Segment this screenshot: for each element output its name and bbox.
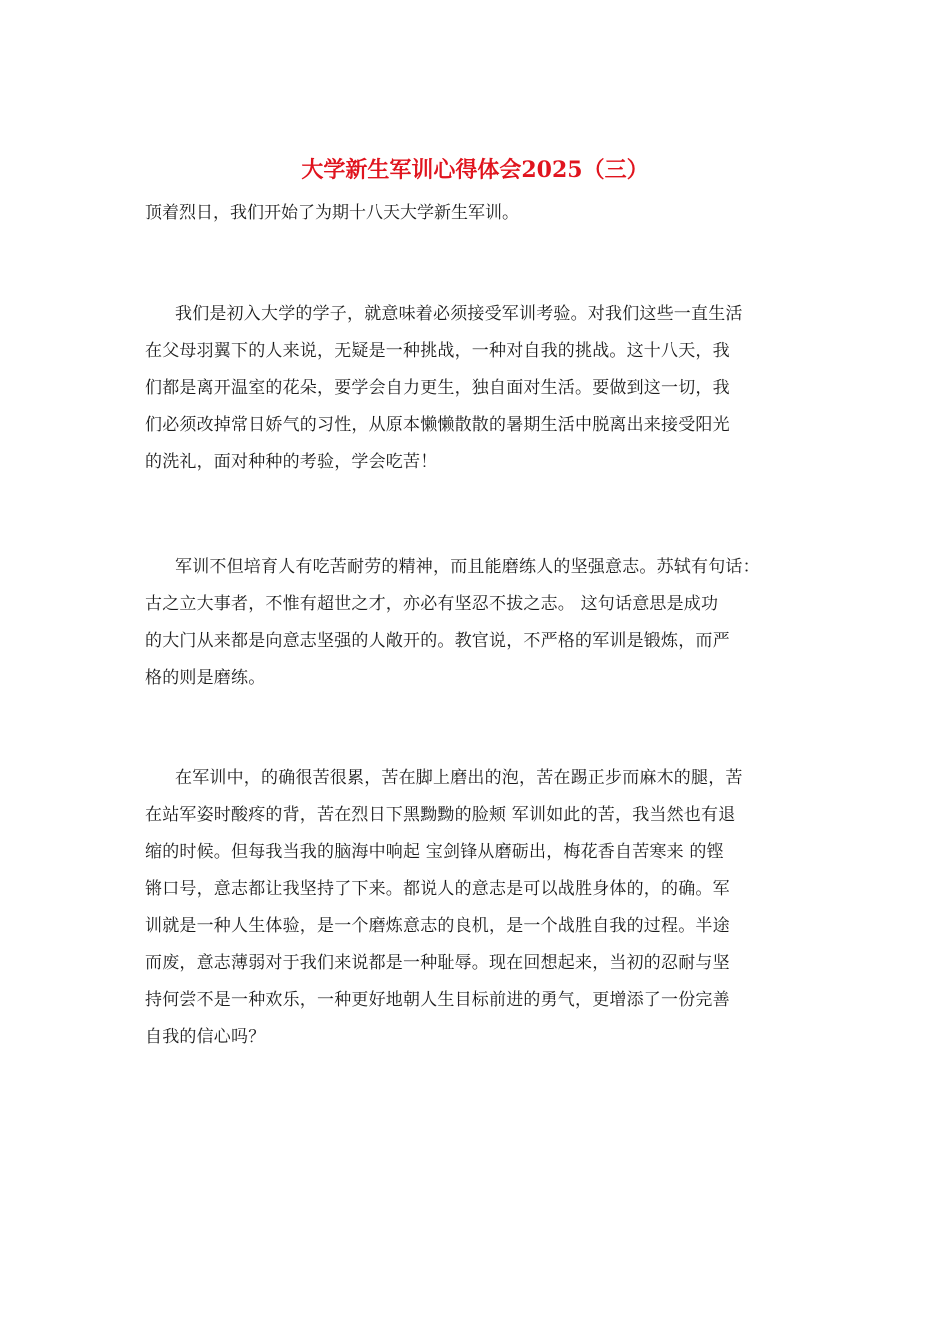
paragraph-line: 锵口号，意志都让我坚持了下来。都说人的意志是可以战胜身体的，的确。军 (145, 879, 730, 899)
paragraph-line: 军训不但培育人有吃苦耐劳的精神，而且能磨练人的坚强意志。苏轼有句话： (175, 557, 760, 577)
paragraph-line: 在军训中，的确很苦很累，苦在脚上磨出的泡，苦在踢正步而麻木的腿，苦 (175, 768, 743, 788)
paragraph-line: 在父母羽翼下的人来说，无疑是一种挑战，一种对自我的挑战。这十八天，我 (145, 341, 730, 361)
paragraph-1 (145, 299, 825, 484)
lead-sentence: 顶着烈日，我们开始了为期十八天大学新生军训。 (145, 203, 519, 223)
paragraph-line: 缩的时候。但每我当我的脑海中响起 宝剑锋从磨砺出，梅花香自苦寒来 的铿 (145, 842, 724, 862)
paragraph-line: 在站军姿时酸疼的背，苦在烈日下黑黝黝的脸颊 军训如此的苦，我当然也有退 (145, 805, 736, 825)
paragraph-line: 的洗礼，面对种种的考验，学会吃苦！ (145, 452, 438, 472)
paragraph-line: 我们是初入大学的学子，就意味着必须接受军训考验。对我们这些一直生活 (175, 304, 743, 324)
paragraph-line: 自我的信心吗？ (145, 1027, 266, 1047)
paragraph-line: 而废，意志薄弱对于我们来说都是一种耻辱。现在回想起来，当初的忍耐与坚 (145, 953, 730, 973)
paragraph-line: 们必须改掉常日娇气的习性，从原本懒懒散散的暑期生活中脱离出来接受阳光 (145, 415, 730, 435)
paragraph-line: 们都是离开温室的花朵，要学会自力更生，独自面对生活。要做到这一切，我 (145, 378, 730, 398)
paragraph-line: 的大门从来都是向意志坚强的人敞开的。教官说，不严格的军训是锻炼，而严 (145, 631, 730, 651)
paragraph-line: 古之立大事者，不惟有超世之才，亦必有坚忍不拔之志。 这句话意思是成功 (145, 594, 719, 614)
paragraph-2 (145, 552, 825, 700)
paragraph-line: 持何尝不是一种欢乐，一种更好地朝人生目标前进的勇气，更增添了一份完善 (145, 990, 730, 1010)
paragraph-line: 训就是一种人生体验，是一个磨炼意志的良机，是一个战胜自我的过程。半途 (145, 916, 730, 936)
document-title: 大学新生军训心得体会2025（三） (301, 157, 649, 183)
paragraph-3 (145, 763, 825, 1059)
paragraph-line: 格的则是磨练。 (145, 668, 266, 688)
